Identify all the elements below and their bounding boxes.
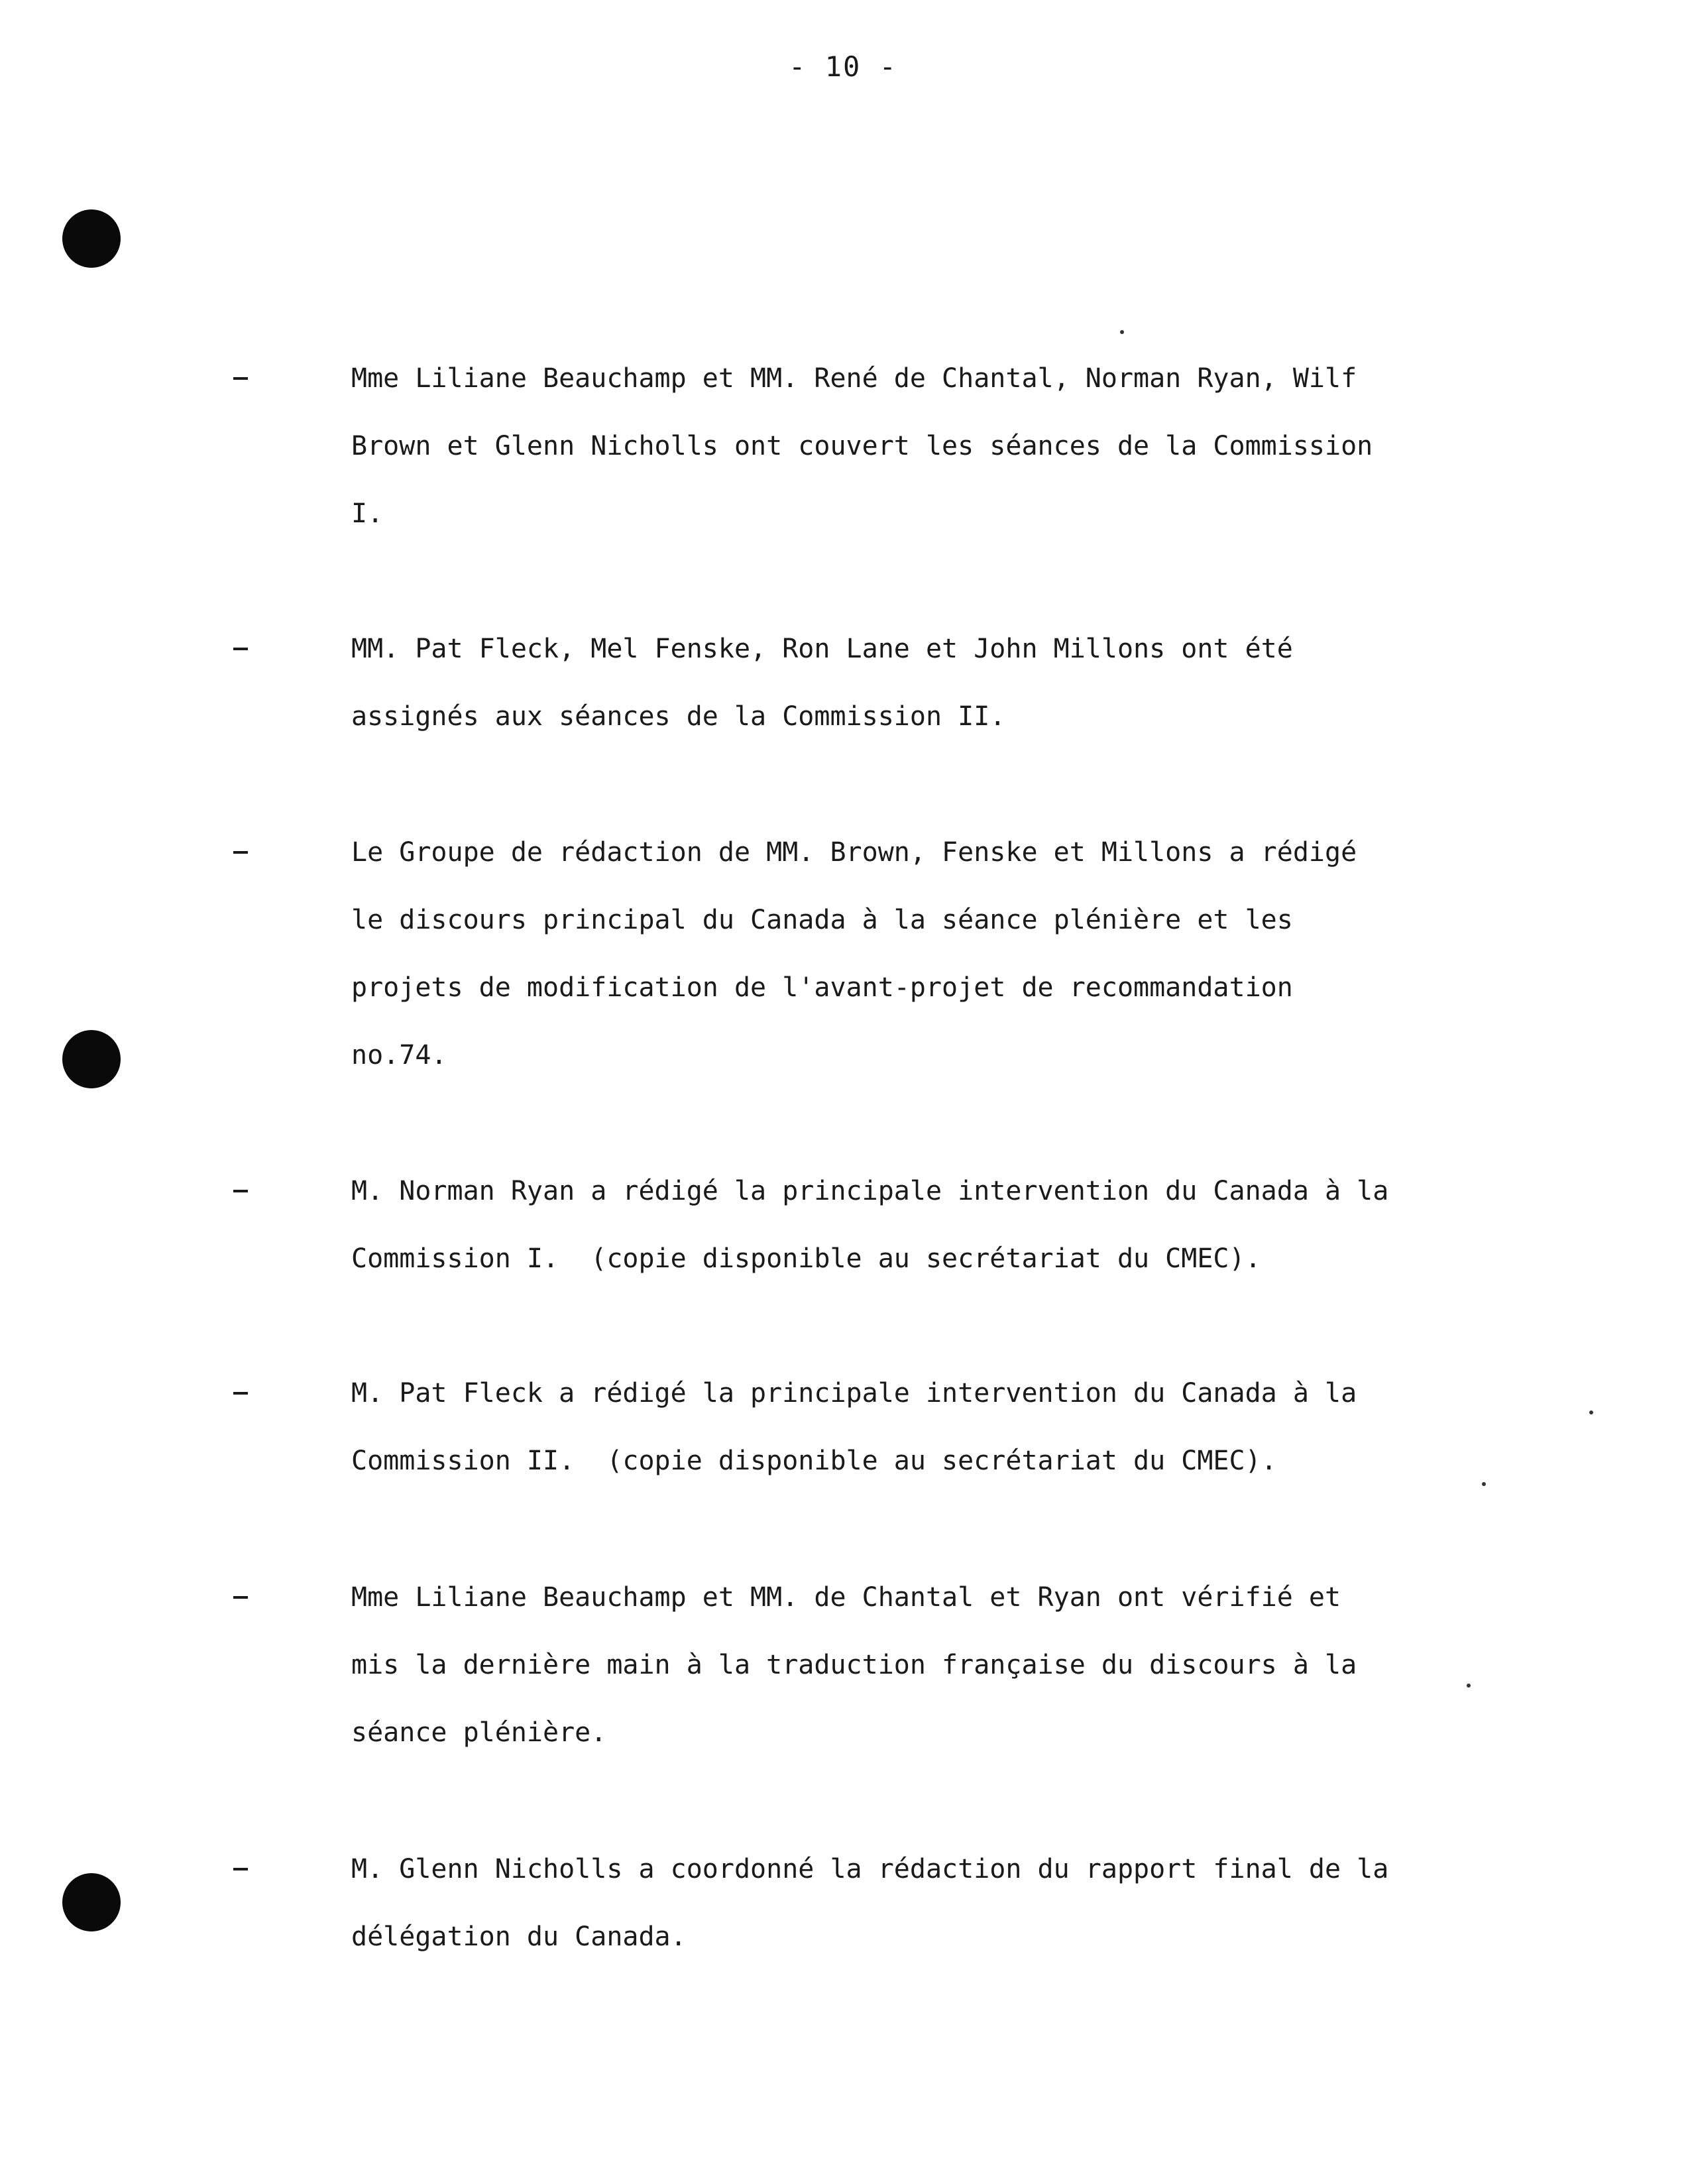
list-item-text [351, 1564, 1478, 1766]
scan-speck [1482, 1482, 1486, 1486]
scan-speck [1120, 330, 1124, 334]
bullet-dash [233, 1190, 248, 1192]
list-item-text [351, 1835, 1478, 1971]
list-item-text [351, 1359, 1478, 1495]
text-line: MM. Pat Fleck, Mel Fenske, Ron Lane et John Millons ont été [351, 634, 1293, 664]
text-line: Commission I. (copie disponible au secrétariat du CMEC). [351, 1243, 1261, 1274]
bullet-dash [233, 1868, 248, 1870]
text-line: Mme Liliane Beauchamp et MM. René de Chantal, Norman Ryan, Wilf [351, 363, 1357, 394]
text-line: projets de modification de l'avant-projet de recommandation [351, 972, 1293, 1003]
text-line: Le Groupe de rédaction de MM. Brown, Fenske et Millons a rédigé [351, 837, 1357, 868]
bullet-dash [233, 1596, 248, 1599]
text-line: le discours principal du Canada à la séance plénière et les [351, 905, 1293, 935]
bullet-dash [233, 377, 248, 380]
text-line: M. Glenn Nicholls a coordonné la rédaction du rapport final de la [351, 1854, 1389, 1884]
text-line: Commission II. (copie disponible au secrétariat du CMEC). [351, 1446, 1277, 1476]
text-line: mis la dernière main à la traduction française du discours à la [351, 1650, 1357, 1680]
bullet-dash [233, 1392, 248, 1395]
text-line: séance plénière. [351, 1717, 607, 1748]
text-line: no.74. [351, 1040, 447, 1070]
text-line: Brown et Glenn Nicholls ont couvert les séances de la Commission [351, 431, 1373, 461]
text-line: Mme Liliane Beauchamp et MM. de Chantal et Ryan ont vérifié et [351, 1582, 1341, 1613]
list-item-text [351, 1157, 1478, 1293]
punch-hole [62, 209, 121, 268]
list-item-text [351, 345, 1478, 547]
text-line: M. Pat Fleck a rédigé la principale intervention du Canada à la [351, 1378, 1357, 1408]
text-line: assignés aux séances de la Commission II. [351, 701, 1006, 732]
list-item-text [351, 819, 1478, 1089]
scan-speck [1589, 1410, 1593, 1414]
text-line: I. [351, 498, 384, 529]
list-item-text [351, 615, 1478, 750]
bullet-dash [233, 851, 248, 854]
text-line: délégation du Canada. [351, 1922, 687, 1952]
scan-speck [1467, 1684, 1471, 1688]
page-number: - 10 - [789, 50, 897, 83]
punch-hole [62, 1873, 121, 1931]
bullet-dash [233, 648, 248, 650]
text-line: M. Norman Ryan a rédigé la principale intervention du Canada à la [351, 1176, 1389, 1206]
punch-hole [62, 1030, 121, 1088]
